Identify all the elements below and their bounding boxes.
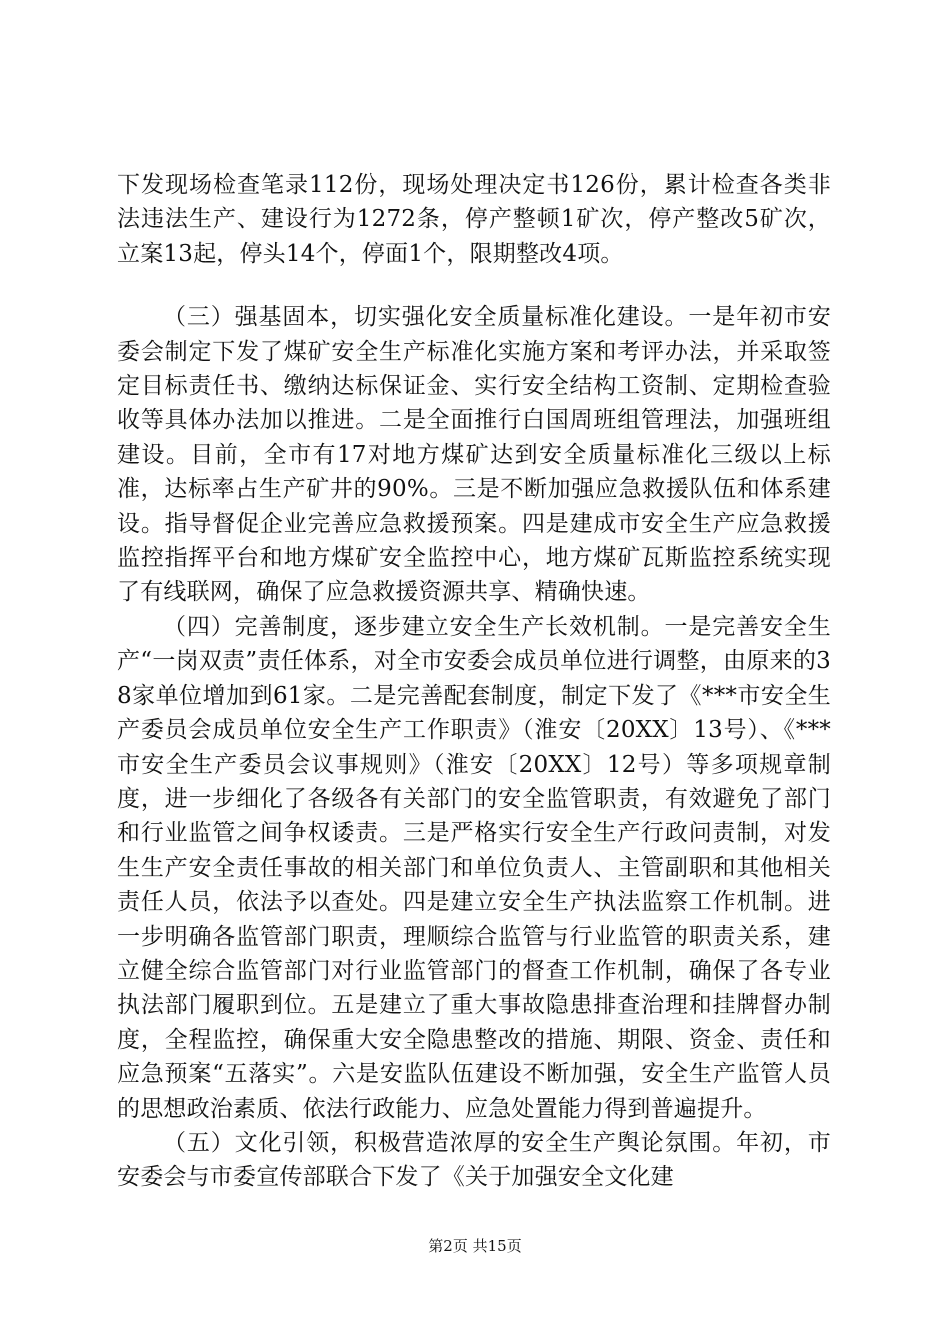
paragraph-section-five: （五）文化引领，积极营造浓厚的安全生产舆论氛围。年初，市安委会与市委宣传部联合下发了《关于加强安全文化建: [117, 1129, 831, 1191]
document-body: [117, 168, 831, 1195]
paragraph-spacer: [117, 271, 831, 300]
paragraph-section-three: （三）强基固本，切实强化安全质量标准化建设。一是年初市安委会制定下发了煤矿安全生产标准化实施方案和考评办法，并采取签定目标责任书、缴纳达标保证金、实行安全结构工资制、定期检查验收等具体办法加以推进。二是全面推行白国周班组管理法，加强班组建设。目前，全市有17对地方煤矿达到安全质量标准化三级以上标准，达标率占生产矿井的90%。三是不断加强应急救援队伍和体系建设。指导督促企业完善应急救援预案。四是建成市安全生产应急救援监控指挥平台和地方煤矿安全监控中心，地方煤矿瓦斯监控系统实现了有线联网，确保了应急救援资源共享、精确快速。: [117, 304, 831, 606]
paragraph-inspection-summary: 下发现场检查笔录112份，现场处理决定书126份，累计检查各类非法违法生产、建设行为1272条，停产整顿1矿次，停产整改5矿次，立案13起，停头14个，停面1个，限期整改4项。: [117, 172, 831, 267]
paragraph-section-four: （四）完善制度，逐步建立安全生产长效机制。一是完善安全生产“一岗双责”责任体系，对全市安委会成员单位进行调整，由原来的38家单位增加到61家。二是完善配套制度，制定下发了《***市安全生产委员会成员单位安全生产工作职责》（淮安〔20XX〕13号）、《***市安全生产委员会议事规则》（淮安〔20XX〕12号）等多项规章制度，进一步细化了各级各有关部门的安全监管职责，有效避免了部门和行业监管之间争权诿责。三是严格实行安全生产行政问责制，对发生生产安全责任事故的相关部门和单位负责人、主管副职和其他相关责任人员，依法予以查处。四是建立安全生产执法监察工作机制。进一步明确各监管部门职责，理顺综合监管与行业监管的职责关系，建立健全综合监管部门对行业监管部门的督查工作机制，确保了各专业执法部门履职到位。五是建立了重大事故隐患排查治理和挂牌督办制度，全程监控，确保重大安全隐患整改的措施、期限、资金、责任和应急预案“五落实”。六是安监队伍建设不断加强，安全生产监管人员的思想政治素质、依法行政能力、应急处置能力得到普遍提升。: [117, 613, 831, 1122]
page-number-footer: 第2页 共15页: [428, 1237, 522, 1255]
